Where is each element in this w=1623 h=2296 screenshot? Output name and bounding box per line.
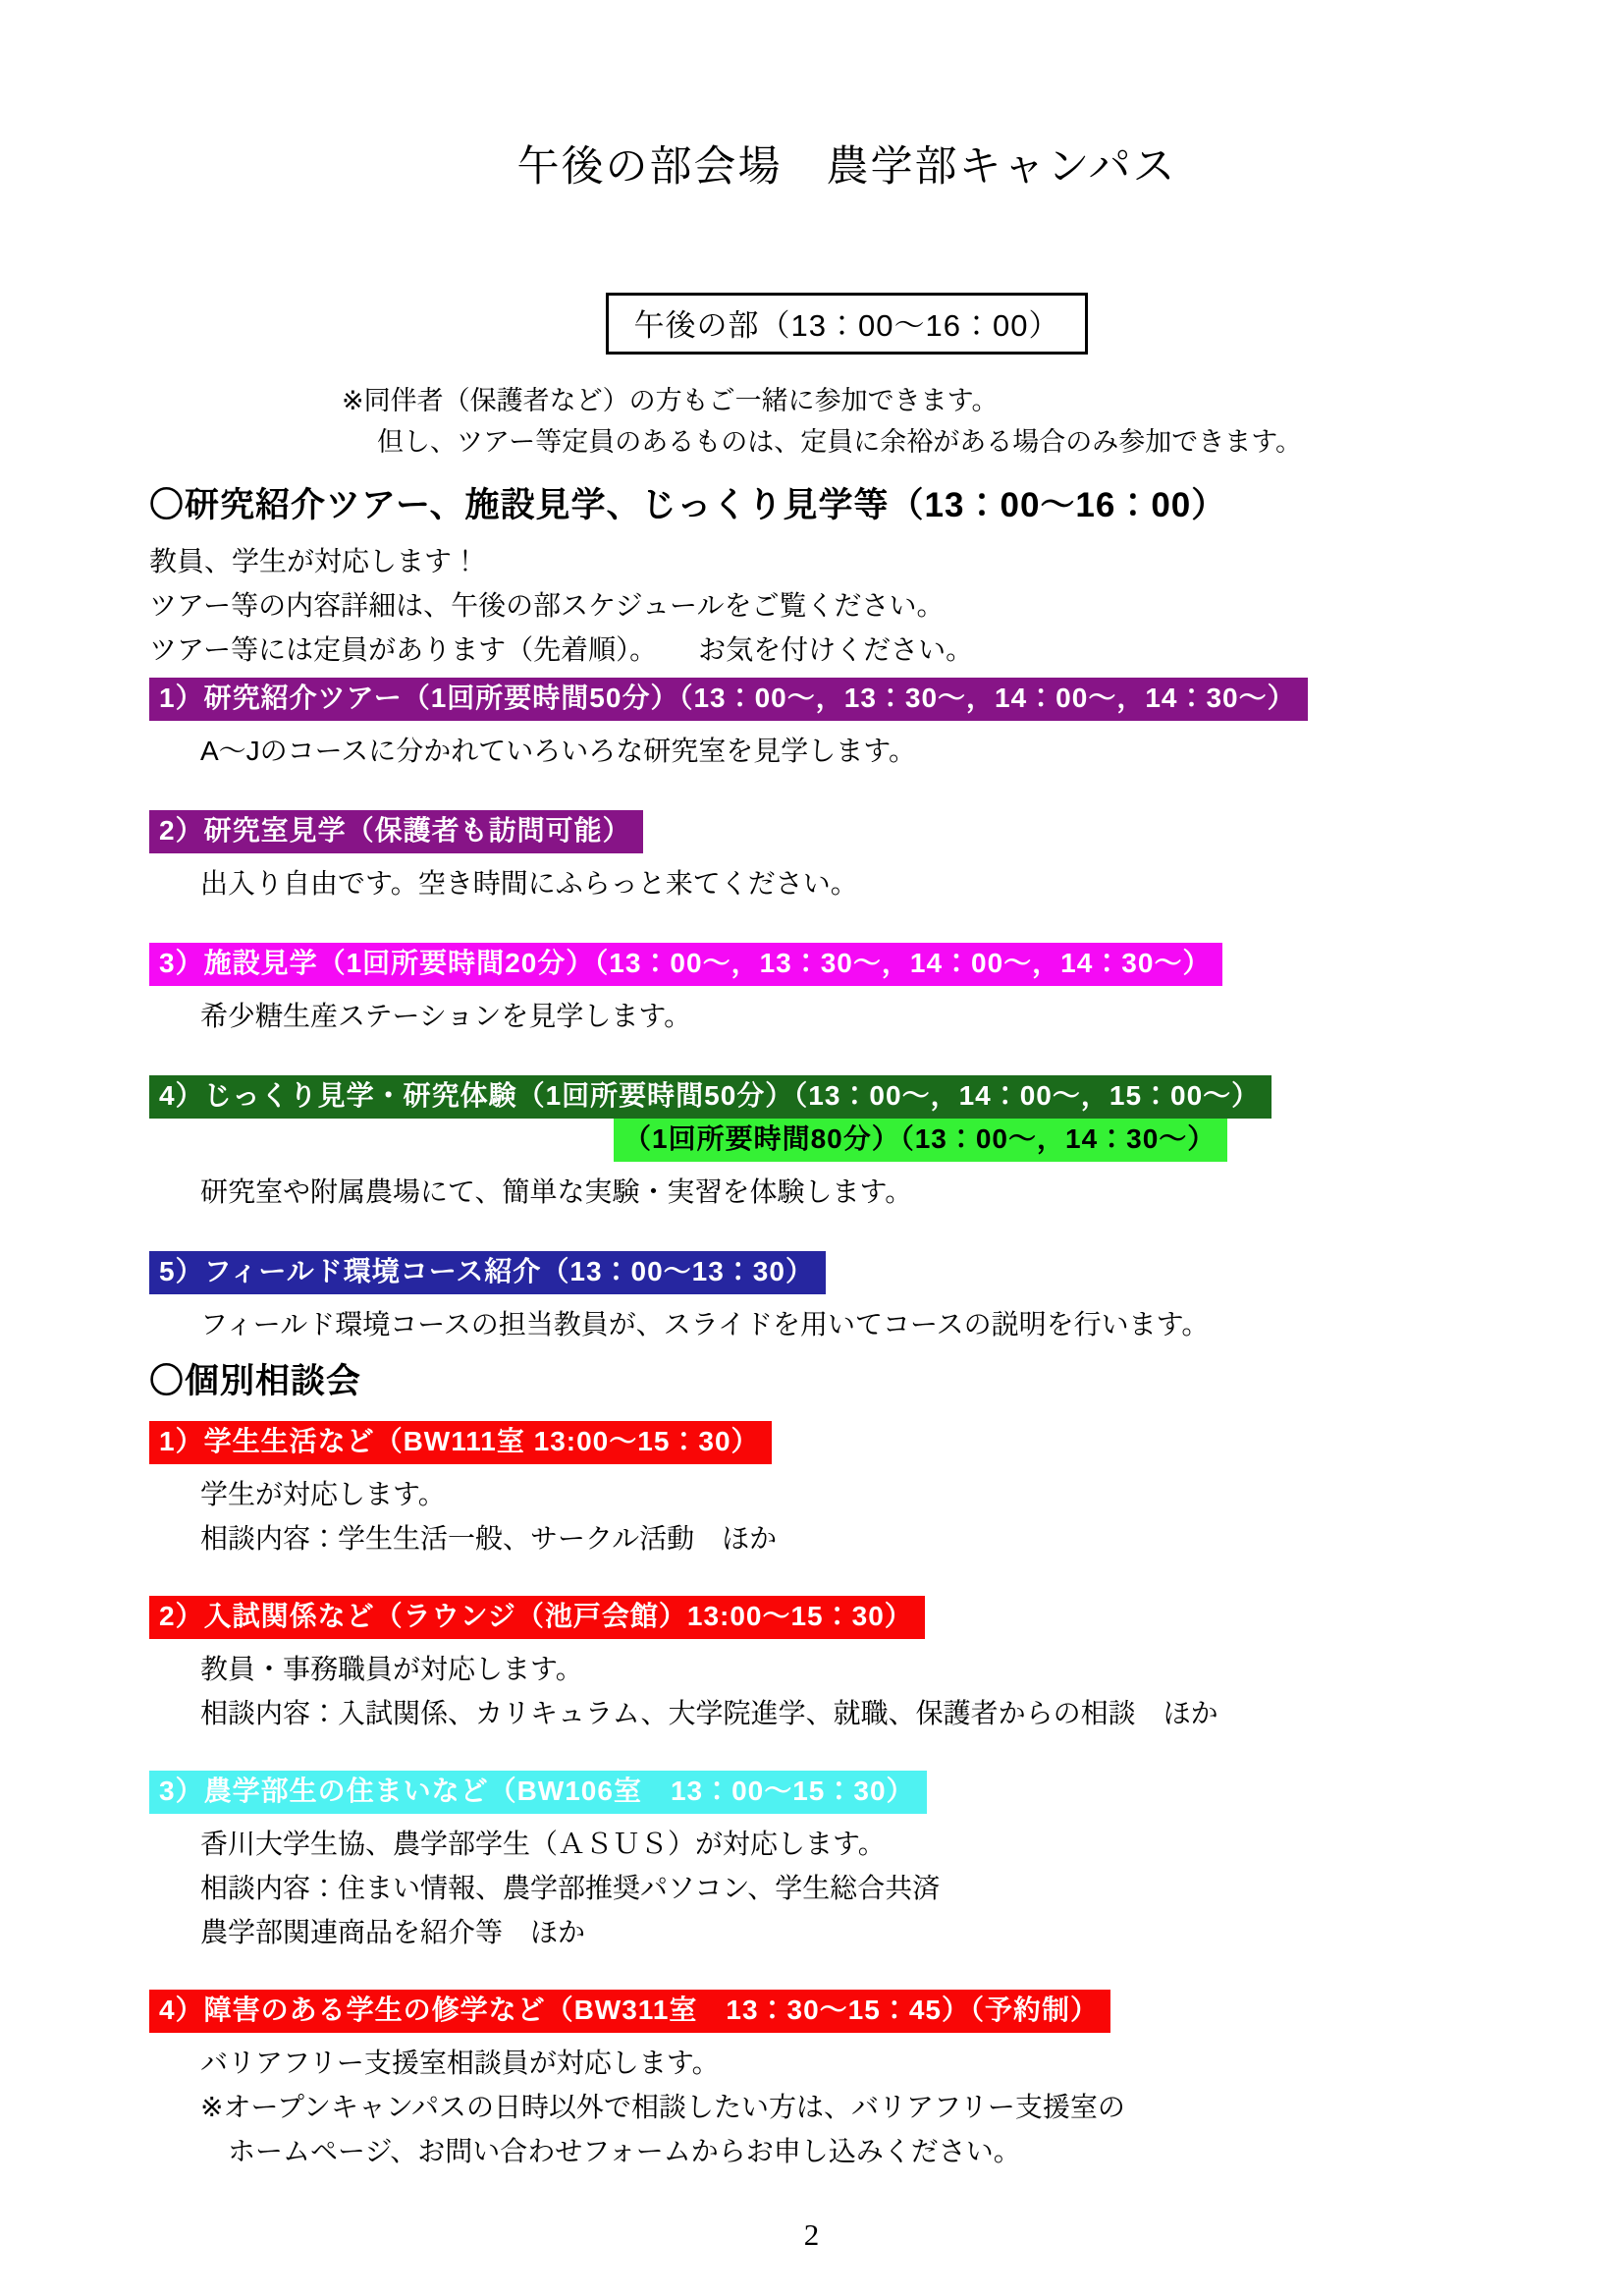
intro-line: 教員、学生が対応します！ <box>149 546 480 576</box>
item-banner-row <box>149 943 1544 986</box>
item-banner: 5）フィールド環境コース紹介（13：00～13：30） <box>149 1251 826 1294</box>
item-description-line: 教員・事務職員が対応します。 <box>200 1654 583 1684</box>
item-descriptions <box>149 861 1544 905</box>
item-descriptions <box>149 1302 1544 1346</box>
item-description-line: 香川大学生協、農学部学生（ＡＳＵＳ）が対応します。 <box>200 1829 886 1859</box>
item-description-line: 相談内容：学生生活一般、サークル活動 ほか <box>200 1523 778 1554</box>
item-banner: 4）じっくり見学・研究体験（1回所要時間50分）（13：00～，14：00～，15：00～） <box>149 1075 1271 1119</box>
item-description-line: 相談内容：住まい情報、農学部推奨パソコン、学生総合共済 <box>200 1873 941 1903</box>
item-banner: 1）学生生活など（BW111室 13:00～15：30） <box>149 1421 772 1464</box>
notes <box>149 380 1544 463</box>
intro-line: ツアー等の内容詳細は、午後の部スケジュールをご覧ください。 <box>149 590 945 621</box>
item-description-line: 学生が対応します。 <box>200 1479 446 1509</box>
program-item <box>149 678 1544 773</box>
item-banner-row <box>149 1251 1544 1294</box>
item-banner-row <box>149 1771 1544 1814</box>
item-description-line: フィールド環境コースの担当教員が、スライドを用いてコースの説明を行います。 <box>200 1309 1210 1339</box>
item-banner-row <box>149 678 1544 721</box>
program-item <box>149 1596 1544 1735</box>
consult-items-list <box>149 1421 1544 2173</box>
program-item <box>149 810 1544 905</box>
item-banner-row <box>149 1990 1544 2033</box>
item-descriptions <box>149 1170 1544 1214</box>
note-line: ※同伴者（保護者など）の方もご一緒に参加できます。 <box>342 386 999 415</box>
item-sub-banner-row <box>614 1119 1544 1162</box>
item-banner-row <box>149 1421 1544 1464</box>
item-description-line: ※オープンキャンパスの日時以外で相談したい方は、バリアフリー支援室の <box>200 2092 1125 2122</box>
item-description-line: 希少糖生産ステーションを見学します。 <box>200 1001 692 1031</box>
item-banner-row <box>149 1075 1544 1119</box>
item-banner: 2）入試関係など（ラウンジ（池戸会館）13:00～15：30） <box>149 1596 925 1639</box>
item-banner: 1）研究紹介ツアー（1回所要時間50分）（13：00～，13：30～，14：00～，14：30～） <box>149 678 1308 721</box>
item-descriptions <box>149 994 1544 1038</box>
program-item <box>149 1251 1544 1346</box>
tour-items-list <box>149 678 1544 1346</box>
item-descriptions <box>149 1647 1544 1735</box>
item-banner: 2）研究室見学（保護者も訪問可能） <box>149 810 643 853</box>
tour-section-intro <box>149 539 1544 672</box>
item-descriptions <box>149 1822 1544 1954</box>
item-descriptions <box>149 729 1544 773</box>
item-descriptions <box>149 1472 1544 1560</box>
item-descriptions <box>149 2041 1544 2173</box>
page-number: 2 <box>803 2217 820 2252</box>
program-item <box>149 1075 1544 1214</box>
item-description-line: バリアフリー支援室相談員が対応します。 <box>200 2048 720 2078</box>
tour-section-heading: 〇研究紹介ツアー、施設見学、じっくり見学等（13：00～16：00） <box>149 486 1227 524</box>
note-line: 但し、ツアー等定員のあるものは、定員に余裕がある場合のみ参加できます。 <box>377 427 1303 457</box>
item-banner: 3）施設見学（1回所要時間20分）（13：00～，13：30～，14：00～，14：30～） <box>149 943 1222 986</box>
time-box-label: 午後の部（13：00～16：00） <box>633 308 1060 343</box>
item-banner-row <box>149 810 1544 853</box>
time-box <box>606 293 1089 355</box>
item-banner: 3）農学部生の住まいなど（BW106室 13：00～15：30） <box>149 1771 927 1814</box>
item-banner-row <box>149 1596 1544 1639</box>
program-item <box>149 1771 1544 1954</box>
item-description-line: 研究室や附属農場にて、簡単な実験・実習を体験します。 <box>200 1176 913 1207</box>
item-description-line: 相談内容：入試関係、カリキュラム、大学院進学、就職、保護者からの相談 ほか <box>200 1698 1218 1728</box>
item-sub-banner: （1回所要時間80分）（13：00～，14：30～） <box>614 1119 1227 1162</box>
program-item <box>149 1990 1544 2173</box>
intro-line: ツアー等には定員があります（先着順）。 お気を付けください。 <box>149 634 974 665</box>
item-banner: 4）障害のある学生の修学など（BW311室 13：30～15：45）（予約制） <box>149 1990 1110 2033</box>
program-item <box>149 943 1544 1038</box>
item-description-line: ホームページ、お問い合わせフォームからお申し込みください。 <box>200 2136 1021 2166</box>
item-description-line: A～Jのコースに分かれていろいろな研究室を見学します。 <box>200 736 917 766</box>
program-item <box>149 1421 1544 1560</box>
item-description-line: 農学部関連商品を紹介等 ほか <box>200 1917 586 1947</box>
page-title: 午後の部会場 農学部キャンパス <box>516 143 1177 191</box>
item-description-line: 出入り自由です。空き時間にふらっと来てください。 <box>200 868 858 899</box>
consult-section-heading: 〇個別相談会 <box>149 1362 362 1400</box>
